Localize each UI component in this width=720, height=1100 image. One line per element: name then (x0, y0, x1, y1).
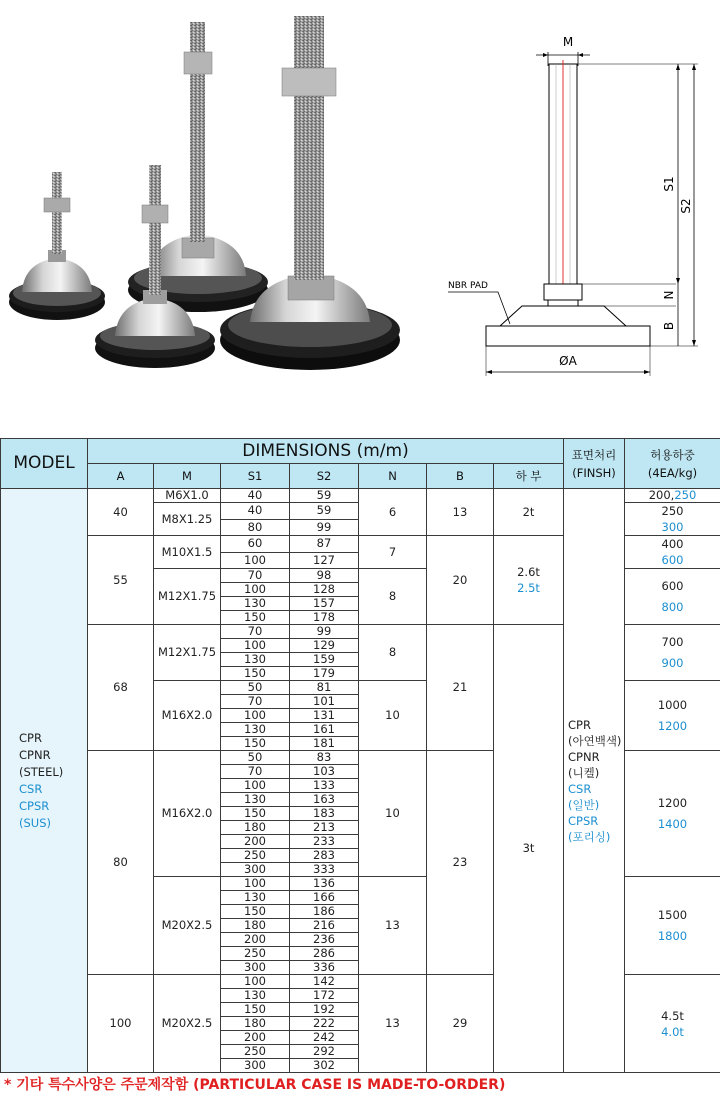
cell-s2: 283 (290, 849, 359, 863)
load-800: 800 (661, 599, 684, 614)
cell-s1: 40 (221, 489, 290, 503)
cell-s1: 180 (221, 919, 290, 933)
base-2-6t: 2.6t (517, 565, 540, 579)
cell-s1: 180 (221, 1017, 290, 1031)
cell-m: M6X1.0 (154, 489, 221, 503)
load-1400: 1400 (657, 816, 688, 831)
footnote-made-to-order: * 기타 특수사양은 주문제작함 (PARTICULAR CASE IS MADE-TO-ORDER) (4, 1077, 506, 1093)
base-2-5t: 2.5t (517, 581, 540, 595)
cell-s1: 150 (221, 611, 290, 625)
cell-s1: 130 (221, 653, 290, 667)
header-load (625, 439, 720, 489)
cell-s2: 98 (290, 569, 359, 583)
header-col-s2: S2 (290, 464, 359, 489)
cell-base (625, 975, 720, 1073)
cell-s2: 129 (290, 639, 359, 653)
cell-s1: 100 (221, 975, 290, 989)
cell-s2: 242 (290, 1031, 359, 1045)
cell-n: 6 (359, 489, 427, 536)
cell-n: 10 (359, 681, 427, 751)
label-s2: S2 (679, 198, 693, 214)
load-200: 200, (648, 488, 675, 502)
cell-s2: 127 (290, 552, 359, 569)
header-finish-ko: 표면처리 (571, 447, 617, 462)
cell-s1: 50 (221, 751, 290, 765)
load-600: 600 (661, 578, 684, 593)
cell-s2: 136 (290, 877, 359, 891)
cell-s2: 172 (290, 989, 359, 1003)
cell-s1: 50 (221, 681, 290, 695)
header-dimensions: DIMENSIONS (m/m) (88, 439, 564, 464)
header-model: MODEL (1, 439, 88, 489)
cell-s1: 150 (221, 807, 290, 821)
cell-n: 10 (359, 751, 427, 877)
cell-m: M16X2.0 (154, 681, 221, 751)
finish-line-5: CSR (568, 781, 592, 796)
cell-s2: 186 (290, 905, 359, 919)
cell-s1: 150 (221, 905, 290, 919)
load-1800-blue: 1800 (657, 928, 688, 943)
cell-s1: 80 (221, 519, 290, 536)
cell-load (625, 503, 720, 536)
finish-line-1: CPR (568, 717, 591, 732)
model-sus-3: (SUS) (19, 815, 51, 830)
cell-s2: 166 (290, 891, 359, 905)
dimension-drawing (440, 0, 720, 400)
cell-s1: 100 (221, 639, 290, 653)
cell-s1: 70 (221, 569, 290, 583)
cell-load (625, 489, 720, 503)
header-load-ko: 허용하중 (650, 447, 695, 462)
cell-a: 68 (88, 625, 154, 751)
finish-line-2: (아연백색) (568, 733, 622, 748)
load-1200-blue: 1200 (657, 718, 688, 733)
load-250: 250 (661, 504, 684, 518)
model-sus-1: CSR (19, 781, 43, 796)
cell-s1: 130 (221, 891, 290, 905)
cell-m: M10X1.5 (154, 536, 221, 569)
cell-s1: 150 (221, 1003, 290, 1017)
model-sus-2: CPSR (19, 798, 50, 813)
header-col-n: N (359, 464, 427, 489)
header-load-en: (4EA/kg) (647, 465, 698, 480)
cell-base (494, 536, 564, 625)
label-a: ØA (559, 354, 577, 368)
model-cell (1, 489, 88, 1073)
cell-s1: 300 (221, 863, 290, 877)
finish-line-6: (일반) (568, 797, 600, 812)
label-nbr-pad: NBR PAD (448, 281, 488, 291)
cell-s1: 250 (221, 1045, 290, 1059)
cell-s2: 292 (290, 1045, 359, 1059)
finish-line-7: CPSR (568, 813, 599, 828)
cell-load (625, 625, 720, 681)
cell-base: 2t (494, 489, 564, 536)
cell-load (625, 751, 720, 877)
cell-m: M16X2.0 (154, 751, 221, 877)
cell-a: 40 (88, 489, 154, 536)
cell-s2: 83 (290, 751, 359, 765)
cell-s1: 300 (221, 1059, 290, 1073)
load-700: 700 (661, 634, 684, 649)
cell-s1: 200 (221, 1031, 290, 1045)
cell-s2: 336 (290, 961, 359, 975)
cell-s1: 150 (221, 737, 290, 751)
load-250-blue: 250 (674, 488, 697, 502)
cell-s1: 130 (221, 723, 290, 737)
cell-s2: 103 (290, 765, 359, 779)
cell-s2: 179 (290, 667, 359, 681)
cell-s2: 59 (290, 489, 359, 503)
cell-s2: 216 (290, 919, 359, 933)
cell-b: 21 (427, 625, 494, 751)
cell-s2: 333 (290, 863, 359, 877)
cell-load (625, 569, 720, 625)
cell-s1: 130 (221, 793, 290, 807)
cell-s2: 192 (290, 1003, 359, 1017)
cell-s2: 181 (290, 737, 359, 751)
cell-s2: 236 (290, 933, 359, 947)
cell-s2: 131 (290, 709, 359, 723)
cell-m: M12X1.75 (154, 569, 221, 625)
cell-a: 80 (88, 751, 154, 975)
cell-s2: 99 (290, 625, 359, 639)
cell-s1: 100 (221, 583, 290, 597)
cell-s1: 250 (221, 947, 290, 961)
load-600-blue: 600 (661, 553, 684, 567)
header-col-b: B (427, 464, 494, 489)
cell-s2: 286 (290, 947, 359, 961)
cell-b: 23 (427, 751, 494, 975)
cell-s1: 300 (221, 961, 290, 975)
load-1500: 1500 (657, 907, 688, 922)
cell-n: 13 (359, 975, 427, 1073)
cell-n: 8 (359, 625, 427, 681)
cell-a: 55 (88, 536, 154, 625)
label-s1: S1 (662, 176, 676, 192)
cell-s1: 200 (221, 835, 290, 849)
cell-s1: 100 (221, 552, 290, 569)
cell-s2: 99 (290, 519, 359, 536)
cell-s1: 100 (221, 877, 290, 891)
load-1200: 1200 (657, 795, 688, 810)
cell-s1: 100 (221, 779, 290, 793)
cell-load (625, 681, 720, 751)
cell-s1: 100 (221, 709, 290, 723)
finish-line-8: (포리싱) (568, 829, 611, 844)
cell-s1: 70 (221, 695, 290, 709)
cell-s2: 213 (290, 821, 359, 835)
table-row (1, 489, 720, 503)
cell-s2: 101 (290, 695, 359, 709)
header-finish-en: (FINSH) (572, 465, 616, 480)
cell-s1: 40 (221, 503, 290, 520)
load-300: 300 (661, 520, 684, 534)
cell-b: 29 (427, 975, 494, 1073)
cell-s1: 130 (221, 989, 290, 1003)
cell-m: M8X1.25 (154, 503, 221, 536)
cell-s1: 180 (221, 821, 290, 835)
cell-s1: 150 (221, 667, 290, 681)
cell-s2: 302 (290, 1059, 359, 1073)
cell-n: 7 (359, 536, 427, 569)
foot-small-left (9, 172, 105, 320)
cell-s2: 163 (290, 793, 359, 807)
cell-s2: 233 (290, 835, 359, 849)
product-photo (0, 0, 440, 400)
cell-s1: 70 (221, 625, 290, 639)
foot-large-front (220, 16, 400, 370)
cell-s2: 128 (290, 583, 359, 597)
header-col-s1: S1 (221, 464, 290, 489)
load-400: 400 (661, 537, 684, 551)
model-steel-2: CPNR (19, 747, 51, 762)
cell-s2: 161 (290, 723, 359, 737)
cell-s2: 133 (290, 779, 359, 793)
header-finish (564, 439, 625, 489)
cell-n: 13 (359, 877, 427, 975)
cell-m: M20X2.5 (154, 877, 221, 975)
header-col-m: M (154, 464, 221, 489)
cell-m: M20X2.5 (154, 975, 221, 1073)
cell-load (625, 536, 720, 569)
cell-s2: 81 (290, 681, 359, 695)
cell-b: 20 (427, 536, 494, 625)
header-col-base: 하 부 (494, 464, 564, 489)
label-m: M (562, 35, 574, 49)
cell-s1: 200 (221, 933, 290, 947)
finish-line-4: (니켈) (568, 765, 600, 780)
model-steel-1: CPR (19, 730, 42, 745)
cell-s1: 130 (221, 597, 290, 611)
header-col-a: A (88, 464, 154, 489)
base-4-5t: 4.5t (661, 1008, 684, 1023)
cell-a: 100 (88, 975, 154, 1073)
cell-load (625, 877, 720, 975)
cell-s2: 59 (290, 503, 359, 520)
cell-base: 3t (494, 625, 564, 1073)
cell-s1: 60 (221, 536, 290, 553)
spec-table (0, 438, 720, 1073)
base-4-0t: 4.0t (661, 1024, 684, 1039)
cell-s2: 178 (290, 611, 359, 625)
label-b: B (662, 321, 676, 331)
cell-b: 13 (427, 489, 494, 536)
cell-s2: 142 (290, 975, 359, 989)
load-900: 900 (661, 655, 684, 670)
cell-s2: 222 (290, 1017, 359, 1031)
model-steel-3: (STEEL) (19, 764, 64, 779)
cell-s2: 159 (290, 653, 359, 667)
load-1000: 1000 (657, 697, 688, 712)
cell-s1: 70 (221, 765, 290, 779)
cell-s1: 250 (221, 849, 290, 863)
label-n: N (662, 290, 676, 300)
cell-m: M12X1.75 (154, 625, 221, 681)
finish-cell (564, 489, 625, 1073)
cell-s2: 87 (290, 536, 359, 553)
cell-s2: 183 (290, 807, 359, 821)
cell-s2: 157 (290, 597, 359, 611)
finish-line-3: CPNR (568, 749, 600, 764)
cell-n: 8 (359, 569, 427, 625)
